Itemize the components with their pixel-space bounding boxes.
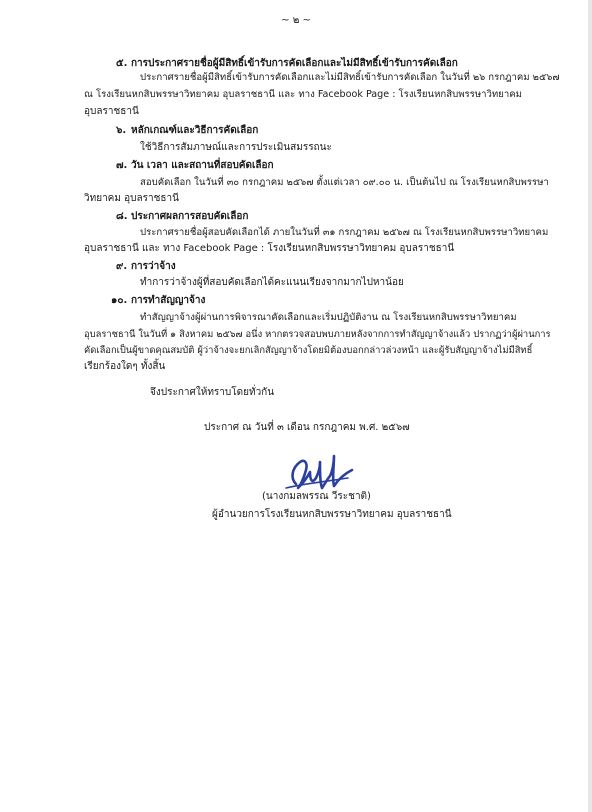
signer-title: ผู้อำนวยการโรงเรียนหกสิบพรรษาวิทยาคม อุบลราชธานี <box>212 509 452 520</box>
section-8-line: ประกาศรายชื่อผู้สอบคัดเลือกได้ ภายในวันที่ ๓๑ กรกฎาคม ๒๕๖๗ ณ โรงเรียนหกสิบพรรษาวิทยาคม <box>140 227 549 238</box>
section-7-line: สอบคัดเลือก ในวันที่ ๓๐ กรกฎาคม ๒๕๖๗ ตั้งแต่เวลา ๐๙.๐๐ น. เป็นต้นไป ณ โรงเรียนหกสิบพรรษา <box>140 177 549 188</box>
section-8-number: ๘. <box>116 211 128 222</box>
section-7-heading: วัน เวลา และสถานที่สอบคัดเลือก <box>131 160 274 171</box>
section-6-number: ๖. <box>116 125 127 136</box>
section-7-line: วิทยาคม อุบลราชธานี <box>84 193 179 204</box>
section-5-line: ณ โรงเรียนหกสิบพรรษาวิทยาคม อุบลราชธานี และ ทาง Facebook Page : โรงเรียนหกสิบพรรษาวิทยาคม <box>84 89 522 100</box>
closing-text: จึงประกาศให้ทราบโดยทั่วกัน <box>150 387 275 398</box>
section-6-line: ใช้วิธีการสัมภาษณ์และการประเมินสมรรถนะ <box>140 142 332 153</box>
section-10-number: ๑๐. <box>111 295 128 306</box>
section-7-number: ๗. <box>116 160 128 171</box>
section-5-line: อุบลราชธานี <box>84 106 139 117</box>
section-10-line: คัดเลือกเป็นผู้ขาดคุณสมบัติ ผู้ว่าจ้างจะยกเลิกสัญญาจ้างโดยมิต้องบอกกล่าวล่วงหน้า และผู้รับสัญญาจ้างไม่มีสิทธิ์ <box>84 345 533 356</box>
section-5-heading: การประกาศรายชื่อผู้มีสิทธิ์เข้ารับการคัดเลือกและไม่มีสิทธิ์เข้ารับการคัดเลือก <box>131 58 458 69</box>
page-number: ~ ๒ ~ <box>281 15 311 26</box>
section-9-line: ทำการว่าจ้างผู้ที่สอบคัดเลือกได้คะแนนเรียงจากมากไปหาน้อย <box>140 277 404 288</box>
section-10-line: เรียกร้องใดๆ ทั้งสิ้น <box>84 361 166 372</box>
section-8-heading: ประกาศผลการสอบคัดเลือก <box>131 211 249 222</box>
section-10-line: อุบลราชธานี ในวันที่ ๑ สิงหาคม ๒๕๖๗ อนึ่ง หากตรวจสอบพบภายหลังจากการทำสัญญาจ้างแล้ว ปรากฏว่าผู้ผ่านการ <box>84 329 551 340</box>
section-9-heading: การว่าจ้าง <box>131 261 176 272</box>
section-9-number: ๙. <box>116 261 128 272</box>
section-10-heading: การทำสัญญาจ้าง <box>131 295 206 306</box>
section-8-line: อุบลราชธานี และ ทาง Facebook Page : โรงเรียนหกสิบพรรษาวิทยาคม อุบลราชธานี <box>84 243 455 254</box>
section-10-line: ทำสัญญาจ้างผู้ผ่านการพิจารณาคัดเลือกและเริ่มปฏิบัติงาน ณ โรงเรียนหกสิบพรรษาวิทยาคม <box>140 312 517 323</box>
section-6-heading: หลักเกณฑ์และวิธีการคัดเลือก <box>131 125 259 136</box>
announcement-date: ประกาศ ณ วันที่ ๓ เดือน กรกฎาคม พ.ศ. ๒๕๖๗ <box>204 422 410 433</box>
section-5-line: ประกาศรายชื่อผู้มีสิทธิ์เข้ารับการคัดเลือกและไม่มีสิทธิ์เข้ารับการคัดเลือก ในวันที่ ๒๖ กรกฎาคม ๒๕๖๗ <box>140 72 560 83</box>
signer-name: (นางกมลพรรณ วีระชาติ) <box>262 491 371 502</box>
page-edge <box>588 0 592 812</box>
section-5-number: ๕. <box>116 58 128 69</box>
